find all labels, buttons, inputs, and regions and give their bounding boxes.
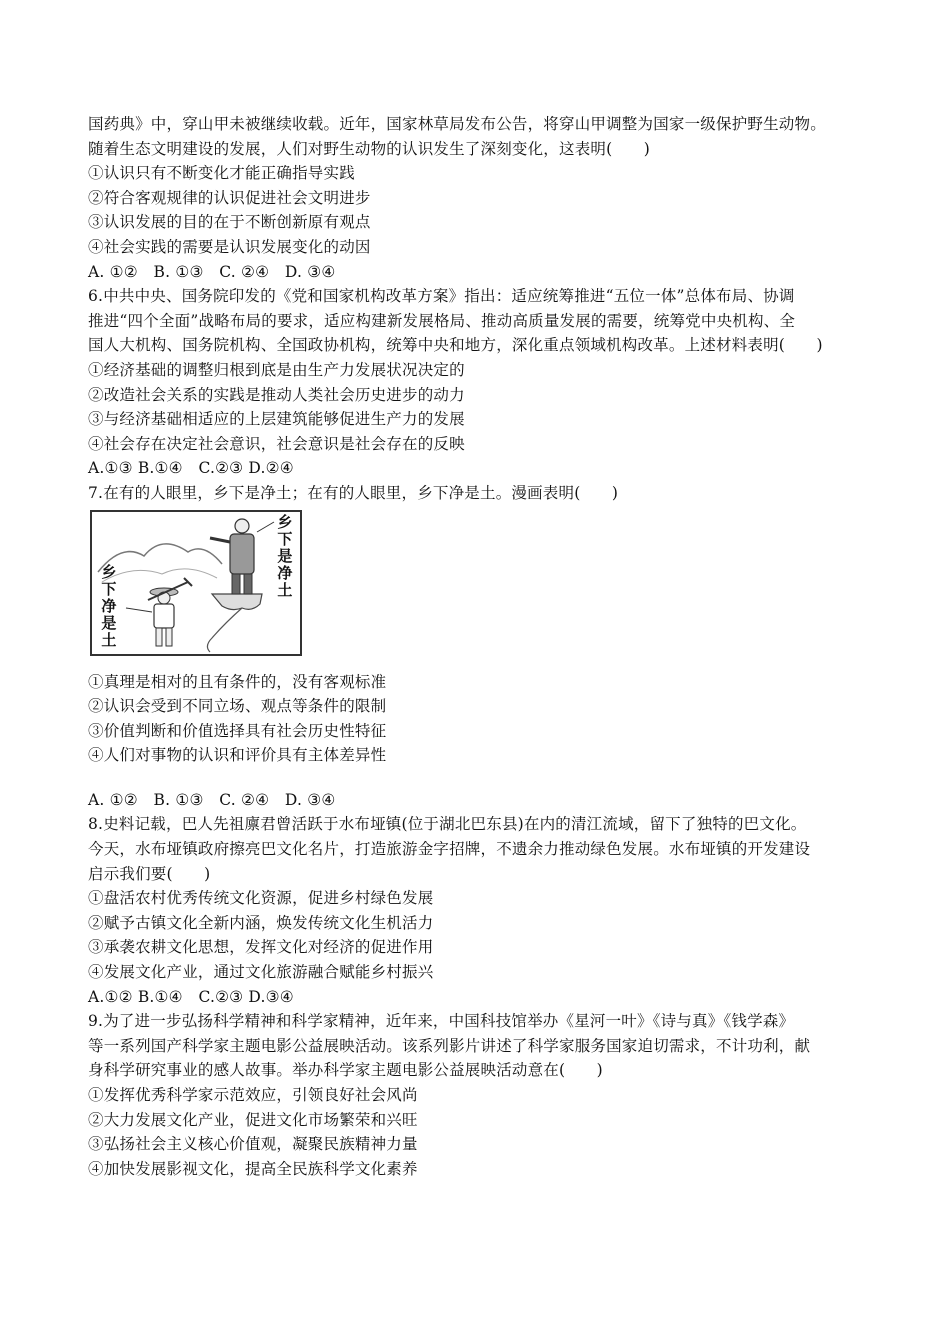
text-line: 推进“四个全面”战略布局的要求，适应构建新发展格局、推动高质量发展的需要，统筹党中央机构、全 — [88, 311, 796, 330]
cartoon-illustration — [90, 510, 302, 656]
option-line: ②认识会受到不同立场、观点等条件的限制 — [88, 697, 387, 716]
text-line: 6.中共中央、国务院印发的《党和国家机构改革方案》指出：适应统筹推进“五位一体”总体布局、协调 — [88, 287, 795, 306]
answer-choices: A.①③ B.①④ C.②③ D.②④ — [88, 459, 294, 478]
cartoon-drawing — [92, 512, 300, 654]
cartoon-label-left: 乡下净是土 — [101, 562, 117, 649]
answer-choices: A. ①② B. ①③ C. ②④ D. ③④ — [88, 790, 336, 809]
option-line: ③认识发展的目的在于不断创新原有观点 — [88, 213, 371, 232]
option-line: ④社会实践的需要是认识发展变化的动因 — [88, 237, 371, 256]
question-9 — [88, 1009, 878, 1181]
question-7 — [88, 481, 878, 813]
answer-choices: A. ①② B. ①③ C. ②④ D. ③④ — [88, 262, 336, 281]
answer-choices: A.①② B.①④ C.②③ D.③④ — [88, 987, 294, 1006]
option-line: ④发展文化产业，通过文化旅游融合赋能乡村振兴 — [88, 963, 434, 982]
text-line: 启示我们要( ) — [88, 864, 211, 883]
question-stem: 7.在有的人眼里，乡下是净土；在有的人眼里，乡下净是土。漫画表明( ) — [88, 483, 619, 502]
question-6 — [88, 284, 878, 481]
option-line: ①认识只有不断变化才能正确指导实践 — [88, 164, 355, 183]
text-line: 等一系列国产科学家主题电影公益展映活动。该系列影片讲述了科学家服务国家迫切需求，不计功利，献 — [88, 1036, 811, 1055]
option-line: ①发挥优秀科学家示范效应，引领良好社会风尚 — [88, 1086, 418, 1104]
text-line: 国药典》中，穿山甲未被继续收载。近年，国家林草局发布公告，将穿山甲调整为国家一级保护野生动物。 — [88, 115, 826, 133]
option-line: ④人们对事物的认识和评价具有主体差异性 — [88, 746, 387, 765]
option-line: ③弘扬社会主义核心价值观，凝聚民族精神力量 — [88, 1135, 418, 1154]
option-line: ③与经济基础相适应的上层建筑能够促进生产力的发展 — [88, 410, 465, 429]
text-line: 9.为了进一步弘扬科学精神和科学家精神，近年来，中国科技馆举办《星河一叶》《诗与真》《钱学森》 — [88, 1012, 795, 1031]
question-5-continued — [88, 112, 878, 284]
option-line: ②大力发展文化产业，促进文化市场繁荣和兴旺 — [88, 1110, 418, 1129]
option-line: ②赋予古镇文化全新内涵，焕发传统文化生机活力 — [88, 913, 434, 932]
text-line: 身科学研究事业的感人故事。举办科学家主题电影公益展映活动意在( ) — [88, 1061, 603, 1080]
option-line: ①真理是相对的且有条件的，没有客观标准 — [88, 672, 387, 691]
option-line: ②符合客观规律的认识促进社会文明进步 — [88, 188, 371, 207]
text-line: 国人大机构、国务院机构、全国政协机构，统筹中央和地方，深化重点领域机构改革。上述材料表明( ) — [88, 336, 823, 355]
option-line: ③价值判断和价值选择具有社会历史性特征 — [88, 721, 387, 740]
spacer — [88, 768, 878, 788]
text-line: 今天，水布垭镇政府擦亮巴文化名片，打造旅游金字招牌，不遗余力推动绿色发展。水布垭镇的开发建设 — [88, 840, 811, 859]
option-line: ④社会存在决定社会意识，社会意识是社会存在的反映 — [88, 434, 465, 453]
option-line: ①经济基础的调整归根到底是由生产力发展状况决定的 — [88, 360, 465, 379]
text-line: 8.史料记载，巴人先祖廪君曾活跃于水布垭镇(位于湖北巴东县)在内的清江流域，留下了独特的巴文化。 — [88, 815, 807, 834]
exam-page — [88, 112, 878, 1181]
question-8 — [88, 812, 878, 1009]
option-line: ③承袭农耕文化思想，发挥文化对经济的促进作用 — [88, 938, 434, 957]
text-line: 随着生态文明建设的发展，人们对野生动物的认识发生了深刻变化，这表明( ) — [88, 139, 650, 158]
cartoon-label-right: 乡下是净土 — [277, 512, 293, 599]
option-line: ②改造社会关系的实践是推动人类社会历史进步的动力 — [88, 385, 465, 404]
option-line: ①盘活农村优秀传统文化资源，促进乡村绿色发展 — [88, 889, 434, 908]
option-line: ④加快发展影视文化，提高全民族科学文化素养 — [88, 1159, 418, 1178]
